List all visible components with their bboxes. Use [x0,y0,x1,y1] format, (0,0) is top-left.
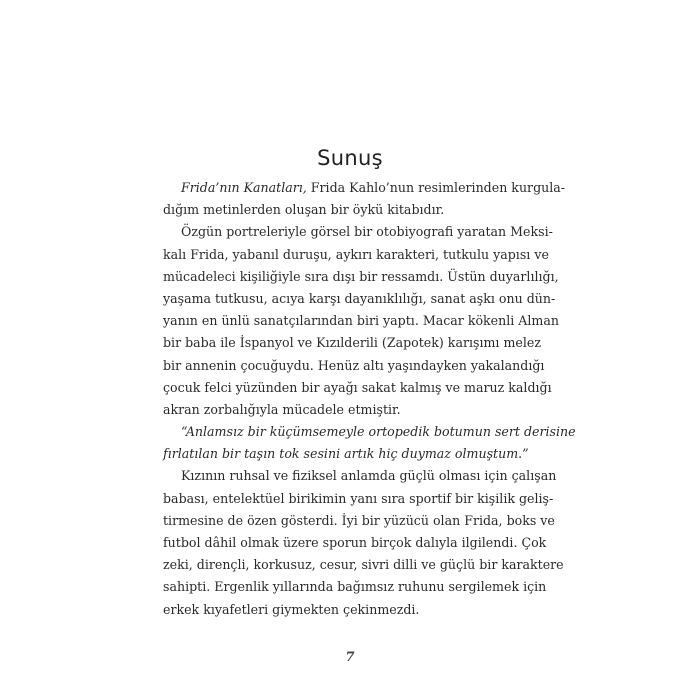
text-line: sahipti. Ergenlik yıllarında bağımsız ruhunu sergilemek için [163,579,547,595]
text-line: zeki, dirençli, korkusuz, cesur, sivri dilli ve güçlü bir karaktere [163,557,564,573]
text-line: kalı Frida, yabanıl duruşu, aykırı karakteri, tutkulu yapısı ve [163,246,549,262]
text-line: Kızının ruhsal ve fiziksel anlamda güçlü olması için çalışan [181,468,557,484]
page-title: Sunuş [317,146,383,170]
text-line: tirmesine de özen gösterdi. İyi bir yüzücü olan Frida, boks ve [163,512,555,528]
text-line: mücadeleci kişiliğiyle sıra dışı bir ressamdı. Üstün duyarlılığı, [163,268,559,284]
text-line [163,177,566,199]
page-number: 7 [345,650,355,665]
text-line: çocuk felci yüzünden bir ayağı sakat kalmış ve maruz kaldığı [163,379,552,395]
text-line: futbol dâhil olmak üzere sporun birçok dalıyla ilgilendi. Çok [163,535,547,550]
text-line-content: Frida Kahlo’nun resimlerinden kurgula- [306,180,566,195]
body-text [163,177,576,621]
quote-line: fırlatılan bir taşın tok sesini artık hiç duymaz olmuştum.” [163,446,529,462]
text-line: erkek kıyafetleri giymekten çekinmezdi. [163,601,420,617]
text-line: akran zorbalığıyla mücadele etmiştir. [163,401,401,417]
text-line: yaşama tutkusu, acıya karşı dayanıklılığı, sanat aşkı onu dün- [163,290,556,306]
text-line: yanın en ünlü sanatçılarından biri yaptı. Macar kökenli Alman [163,313,559,329]
text-line: babası, entelektüel birikimin yanı sıra sportif bir kişilik geliş- [163,490,554,506]
text-line: bir baba ile İspanyol ve Kızılderili (Zapotek) karışımı melez [163,335,541,351]
quote-line: “Anlamsız bir küçümsemeyle ortopedik botumun sert derisine [181,424,576,440]
text-line: dığım metinlerden oluşan bir öykü kitabıdır. [163,202,445,218]
book-title-italic: Frida’nın Kanatları, [181,180,307,195]
text-line: bir annenin çocuğuydu. Henüz altı yaşındayken yakalandığı [163,357,545,373]
text-line: Özgün portreleriyle görsel bir otobiyografi yaratan Meksi- [181,224,553,240]
